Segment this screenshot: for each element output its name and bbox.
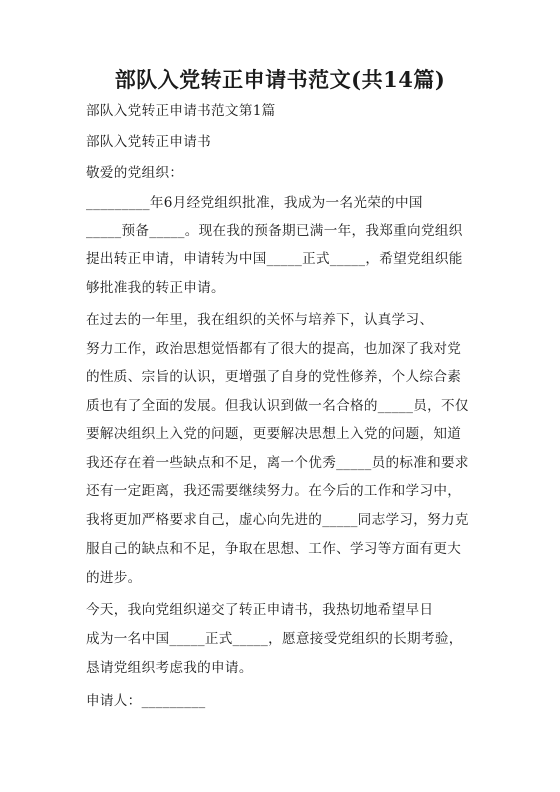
body-line: 在过去的一年里，我在组织的关怀与培养下，认真学习、 [86, 312, 434, 328]
body-line: 的进步。 [86, 570, 142, 586]
section-heading: 部队入党转正申请书范文第1篇 [86, 103, 276, 119]
body-line: 提出转正申请，申请转为中国_____正式_____，希望党组织能 [86, 251, 463, 267]
body-line: 成为一名中国_____正式_____，愿意接受党组织的长期考验， [86, 631, 463, 647]
body-line: 还有一定距离，我还需要继续努力。在今后的工作和学习中， [86, 483, 462, 499]
body-line: _____预备_____。现在我的预备期已满一年，我郑重向党组织 [86, 223, 463, 239]
body-line: 我还存在着一些缺点和不足，离一个优秀_____员的标准和要求 [86, 455, 469, 471]
body-line: 的性质、宗旨的认识，更增强了自身的党性修养，个人综合素 [86, 369, 462, 385]
body-line: 今天，我向党组织递交了转正申请书，我热切地希望早日 [86, 602, 434, 618]
document-title: 部队入党转正申请书范文(共14篇) [114, 67, 446, 92]
salutation: 敬爱的党组织： [86, 165, 184, 181]
body-line: _________年6月经党组织批准，我成为一名光荣的中国 [86, 195, 423, 211]
signature-line: 申请人：_________ [86, 693, 206, 709]
body-line: 够批准我的转正申请。 [86, 280, 225, 296]
body-line: 质也有了全面的发展。但我认识到做一名合格的_____员，不仅 [86, 398, 469, 414]
letter-heading: 部队入党转正申请书 [86, 134, 212, 150]
body-line: 要解决组织上入党的问题，更要解决思想上入党的问题，知道 [86, 426, 462, 442]
body-line: 服自己的缺点和不足，争取在思想、工作、学习等方面有更大 [86, 541, 462, 557]
body-line: 恳请党组织考虑我的申请。 [86, 660, 253, 676]
body-line: 努力工作，政治思想觉悟都有了很大的提高，也加深了我对党 [86, 341, 462, 357]
body-line: 我将更加严格要求自己，虚心向先进的_____同志学习，努力克 [86, 512, 469, 528]
